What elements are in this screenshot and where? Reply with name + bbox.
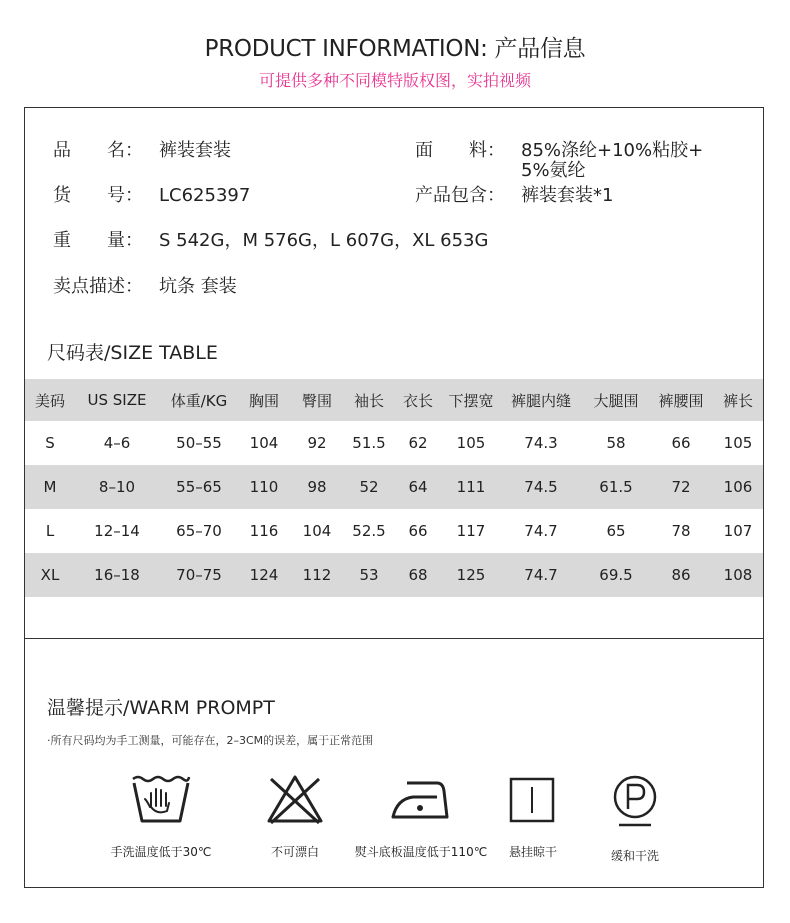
iron-icon bbox=[389, 773, 453, 825]
table-cell: 105 bbox=[723, 434, 753, 452]
info-fabric-label: 面 料： bbox=[415, 140, 505, 161]
table-cell: 112 bbox=[302, 566, 332, 584]
product-info-frame bbox=[24, 107, 764, 888]
care-label: 不可漂白 bbox=[270, 845, 319, 859]
info-fabric-value-line2: 5%氨纶 bbox=[521, 160, 586, 181]
table-cell: 52 bbox=[359, 478, 379, 496]
table-cell: 12–14 bbox=[94, 522, 140, 540]
table-cell: 52.5 bbox=[352, 522, 386, 540]
dry-clean-p-icon bbox=[609, 773, 661, 829]
info-name-value: 裤装套装 bbox=[159, 140, 231, 161]
info-fabric-value-line1: 85%涤纶+10%粘胶+ bbox=[521, 140, 704, 161]
care-item-iron bbox=[351, 773, 491, 860]
table-cell: 104 bbox=[249, 434, 279, 452]
col-header: 下摆宽 bbox=[448, 391, 494, 410]
warm-prompt-note: ·所有尺码均为手工测量，可能存在，2–3CM的误差，属于正常范围 bbox=[47, 734, 374, 747]
table-cell: 74.7 bbox=[524, 522, 558, 540]
table-cell: 53 bbox=[359, 566, 379, 584]
info-includes-value: 裤装套装*1 bbox=[521, 185, 614, 206]
col-header: 裤长 bbox=[722, 391, 753, 410]
info-name-label: 品 名： bbox=[53, 140, 143, 161]
table-cell: 111 bbox=[456, 478, 486, 496]
table-cell: 98 bbox=[307, 478, 327, 496]
col-header: 臀围 bbox=[301, 391, 332, 410]
hand-wash-icon bbox=[129, 773, 193, 825]
table-cell: 66 bbox=[408, 522, 428, 540]
table-cell: 68 bbox=[408, 566, 428, 584]
table-cell: 74.5 bbox=[524, 478, 558, 496]
table-cell: 72 bbox=[671, 478, 691, 496]
table-cell: 117 bbox=[456, 522, 486, 540]
care-item-no-bleach bbox=[235, 773, 355, 860]
col-header: 袖长 bbox=[353, 391, 384, 410]
table-cell: S bbox=[45, 434, 55, 452]
table-cell: 65 bbox=[606, 522, 626, 540]
table-cell: 64 bbox=[408, 478, 428, 496]
table-cell: 124 bbox=[249, 566, 279, 584]
care-label: 悬挂晾干 bbox=[508, 845, 557, 859]
size-table bbox=[25, 379, 763, 597]
size-table-header-row bbox=[25, 379, 763, 421]
table-cell: 105 bbox=[456, 434, 486, 452]
table-cell: 110 bbox=[249, 478, 279, 496]
col-header: 胸围 bbox=[248, 391, 279, 410]
section-divider bbox=[25, 638, 763, 639]
table-cell: 55–65 bbox=[176, 478, 222, 496]
table-cell: XL bbox=[40, 566, 60, 584]
table-cell: 106 bbox=[723, 478, 753, 496]
care-item-dry-clean bbox=[575, 773, 695, 864]
table-cell: 78 bbox=[671, 522, 691, 540]
table-cell: 108 bbox=[723, 566, 753, 584]
table-cell: 50–55 bbox=[176, 434, 222, 452]
info-weight-label: 重 量： bbox=[53, 230, 143, 251]
table-cell: 74.7 bbox=[524, 566, 558, 584]
table-row bbox=[25, 421, 763, 465]
col-header: US SIZE bbox=[87, 391, 147, 409]
table-row bbox=[25, 509, 763, 553]
info-sku-label: 货 号： bbox=[53, 185, 143, 206]
table-cell: 51.5 bbox=[352, 434, 386, 452]
table-cell: L bbox=[45, 522, 55, 540]
table-cell: 8–10 bbox=[98, 478, 136, 496]
table-cell: 65–70 bbox=[176, 522, 222, 540]
table-cell: 16–18 bbox=[94, 566, 140, 584]
info-weight-value: S 542G，M 576G，L 607G，XL 653G bbox=[159, 230, 489, 251]
care-item-hand-wash bbox=[101, 773, 221, 860]
care-label: 缓和干洗 bbox=[610, 849, 659, 863]
table-cell: 116 bbox=[249, 522, 279, 540]
hang-dry-icon bbox=[507, 773, 559, 825]
col-header: 裤腰围 bbox=[658, 391, 704, 410]
info-includes-label: 产品包含： bbox=[415, 185, 505, 206]
table-cell: 92 bbox=[307, 434, 327, 452]
page-title: PRODUCT INFORMATION: 产品信息 bbox=[204, 36, 586, 62]
table-row bbox=[25, 465, 763, 509]
table-cell: 61.5 bbox=[599, 478, 633, 496]
care-label: 手洗温度低于30℃ bbox=[110, 845, 212, 859]
col-header: 体重/KG bbox=[170, 391, 228, 410]
table-cell: 107 bbox=[723, 522, 753, 540]
table-cell: 104 bbox=[302, 522, 332, 540]
info-selling-label: 卖点描述： bbox=[53, 276, 143, 297]
no-bleach-icon bbox=[265, 773, 325, 825]
col-header: 美码 bbox=[34, 391, 65, 410]
col-header: 大腿围 bbox=[593, 391, 639, 410]
info-selling-value: 坑条 套装 bbox=[159, 276, 237, 297]
size-table-title: 尺码表/SIZE TABLE bbox=[47, 342, 218, 364]
col-header: 衣长 bbox=[402, 391, 433, 410]
care-label: 熨斗底板温度低于110℃ bbox=[354, 845, 488, 859]
table-cell: 69.5 bbox=[599, 566, 633, 584]
col-header: 裤腿内缝 bbox=[510, 391, 571, 410]
info-sku-value: LC625397 bbox=[159, 185, 251, 206]
table-row bbox=[25, 553, 763, 597]
table-cell: M bbox=[43, 478, 57, 496]
info-fabric bbox=[415, 140, 755, 184]
table-cell: 4–6 bbox=[103, 434, 131, 452]
table-cell: 74.3 bbox=[524, 434, 558, 452]
table-cell: 86 bbox=[671, 566, 691, 584]
page-subtitle: 可提供多种不同模特版权图，实拍视频 bbox=[258, 71, 531, 90]
table-cell: 58 bbox=[606, 434, 626, 452]
table-cell: 70–75 bbox=[176, 566, 222, 584]
table-cell: 125 bbox=[456, 566, 486, 584]
warm-prompt-title: 温馨提示/WARM PROMPT bbox=[47, 697, 275, 719]
table-cell: 66 bbox=[671, 434, 691, 452]
table-cell: 62 bbox=[408, 434, 428, 452]
